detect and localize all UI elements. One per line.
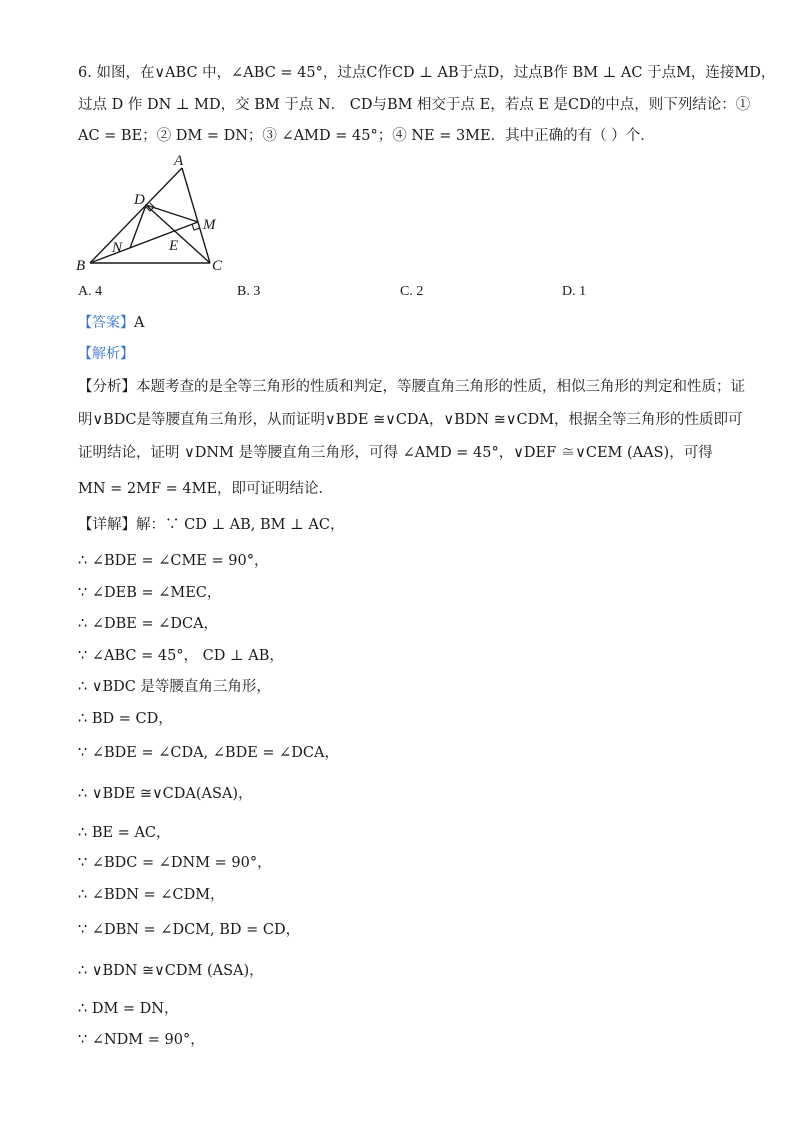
question-line-2: 过点 D 作 DN ⊥ MD，交 BM 于点 N． CD与BM 相交于点 E，若点 E 是CD的中点，则下列结论：① [78,97,751,113]
detail-line-6: ∴ ∨BDC 是等腰直角三角形， [78,679,271,695]
label-b: B [76,258,86,274]
label-e: E [169,238,179,254]
detail-line-1 [78,516,344,534]
detail-line-10: ∴ BE = AC， [78,825,171,841]
question-line-3: AC = BE；② DM = DN；③ ∠AMD = 45°；④ NE = 3ME．其中正确的有（ ）个． [78,128,655,144]
detail-line-14: ∴ ∨BDN ≅∨CDM (ASA)， [78,963,264,979]
option-c: C. 2 [400,284,424,299]
fenxi-tag: 【分析】 [78,379,136,395]
segment-dn [130,205,146,248]
option-a: A. 4 [78,284,103,299]
question-line-1: 6. 如图，在∨ABC 中，∠ABC = 45°，过点C作CD ⊥ AB于点D，过点B作 BM ⊥ AC 于点M，连接MD， [78,65,776,81]
detail-line-3: ∵ ∠DEB = ∠MEC， [78,585,222,601]
detail-line-5: ∵ ∠ABC = 45°， CD ⊥ AB， [78,648,284,664]
detail-line-11: ∵ ∠BDC = ∠DNM = 90°， [78,855,272,871]
answer-line [78,314,144,332]
label-d: D [134,192,145,208]
segment-ac [182,168,210,263]
fenxi-line-2: 明∨BDC是等腰直角三角形，从而证明∨BDE ≅∨CDA，∨BDN ≅∨CDM，根据全等三角形的性质即可 [78,412,743,428]
geometry-figure [70,150,250,275]
analysis-line [78,345,134,363]
detail-line-16: ∵ ∠NDM = 90°， [78,1032,205,1048]
detail-line-4: ∴ ∠DBE = ∠DCA， [78,616,219,632]
segment-bm [90,222,198,263]
detail-tag: 【详解】 [78,517,136,533]
fenxi-line-3: 证明结论，证明 ∨DNM 是等腰直角三角形，可得 ∠AMD = 45°，∨DEF ≅∨CEM (AAS)，可得 [78,445,713,461]
label-c: C [212,258,223,274]
detail-line-13: ∵ ∠DBN = ∠DCM, BD = CD， [78,922,301,938]
fenxi-text-1: 本题考查的是全等三角形的性质和判定，等腰直角三角形的性质，相似三角形的判定和性质；证 [136,379,745,395]
detail-line-8: ∵ ∠BDE = ∠CDA, ∠BDE = ∠DCA， [78,745,339,761]
answer-tag: 【答案】 [78,315,134,331]
option-d: D. 1 [562,284,587,299]
fenxi-line-4: MN = 2MF = 4ME，即可证明结论． [78,481,334,497]
detail-text-1: 解：∵ CD ⊥ AB, BM ⊥ AC， [136,517,345,533]
answer-value: A [134,315,145,331]
label-m: M [203,217,216,233]
detail-line-12: ∴ ∠BDN = ∠CDM， [78,887,225,903]
detail-line-15: ∴ DM = DN， [78,1001,179,1017]
detail-line-7: ∴ BD = CD， [78,711,173,727]
label-n: N [112,240,123,256]
segment-cd [146,205,210,263]
label-a: A [174,153,184,169]
option-b: B. 3 [237,284,261,299]
fenxi-line-1 [78,378,745,396]
analysis-tag: 【解析】 [78,346,134,362]
detail-line-9: ∴ ∨BDE ≅∨CDA(ASA)， [78,786,253,802]
detail-line-2: ∴ ∠BDE = ∠CME = 90°， [78,553,269,569]
